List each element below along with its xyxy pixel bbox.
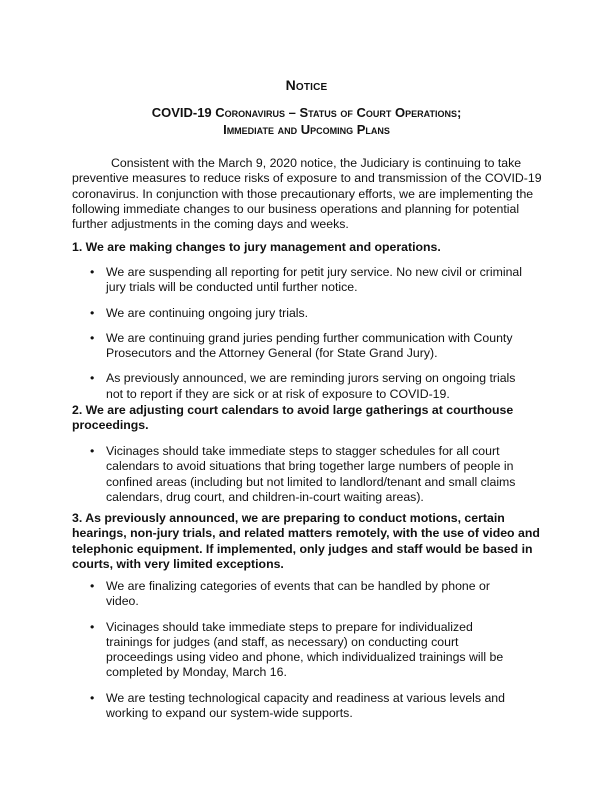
list-item: • As previously announced, we are reminding jurors serving on ongoing trials not to report if they are sick or at risk of exposure to COVID-19. — [90, 371, 522, 402]
section-1-heading: 1. We are making changes to jury management and operations. — [72, 240, 441, 254]
intro-paragraph: Consistent with the March 9, 2020 notice, the Judiciary is continuing to take preventive measures to reduce risks of exposure to and transmission of the COVID-19 coronavirus. In conjunction with those precautionary efforts, we are implementing the following immediate changes to our business operations and planning for potential further adjustments in the coming days and weeks. — [72, 156, 542, 232]
list-item: • We are testing technological capacity and readiness at various levels and working to expand our system-wide supports. — [90, 691, 522, 722]
list-item: • Vicinages should take immediate steps to stagger schedules for all court calendars to avoid situations that bring together large numbers of people in confined areas (including but not limited to landlord/tenant and small claims calendars, drug court, and children-in-court waiting areas). — [90, 444, 522, 505]
section-3-bullets — [90, 579, 522, 721]
list-item: • We are finalizing categories of events that can be handled by phone or video. — [90, 579, 522, 610]
subtitle-line-2: Immediate and Upcoming Plans — [223, 122, 390, 137]
list-item: • We are suspending all reporting for petit jury service. No new civil or criminal jury trials will be conducted until further notice. — [90, 265, 522, 296]
notice-subtitle — [0, 104, 613, 138]
section-2-bullets — [90, 444, 522, 505]
section-3-heading: 3. As previously announced, we are preparing to conduct motions, certain hearings, non-jury trials, and related matters remotely, with the use of video and telephonic equipment. If implemented, only judges and staff would be based in courts, with very limited exceptions. — [72, 511, 540, 571]
notice-title: Notice — [285, 77, 328, 93]
subtitle-line-1: COVID-19 Coronavirus – Status of Court Operations; — [151, 105, 462, 120]
list-item: • Vicinages should take immediate steps to prepare for individualized trainings for judges (and staff, as necessary) on conducting court proceedings using video and phone, which individualized trainings will be completed by Monday, March 16. — [90, 620, 522, 681]
list-item: • We are continuing grand juries pending further communication with County Prosecutors and the Attorney General (for State Grand Jury). — [90, 331, 522, 362]
section-1-bullets — [90, 265, 522, 402]
list-item: • We are continuing ongoing jury trials. — [90, 306, 522, 321]
section-2-heading: 2. We are adjusting court calendars to avoid large gatherings at courthouse proceedings. — [72, 403, 514, 433]
